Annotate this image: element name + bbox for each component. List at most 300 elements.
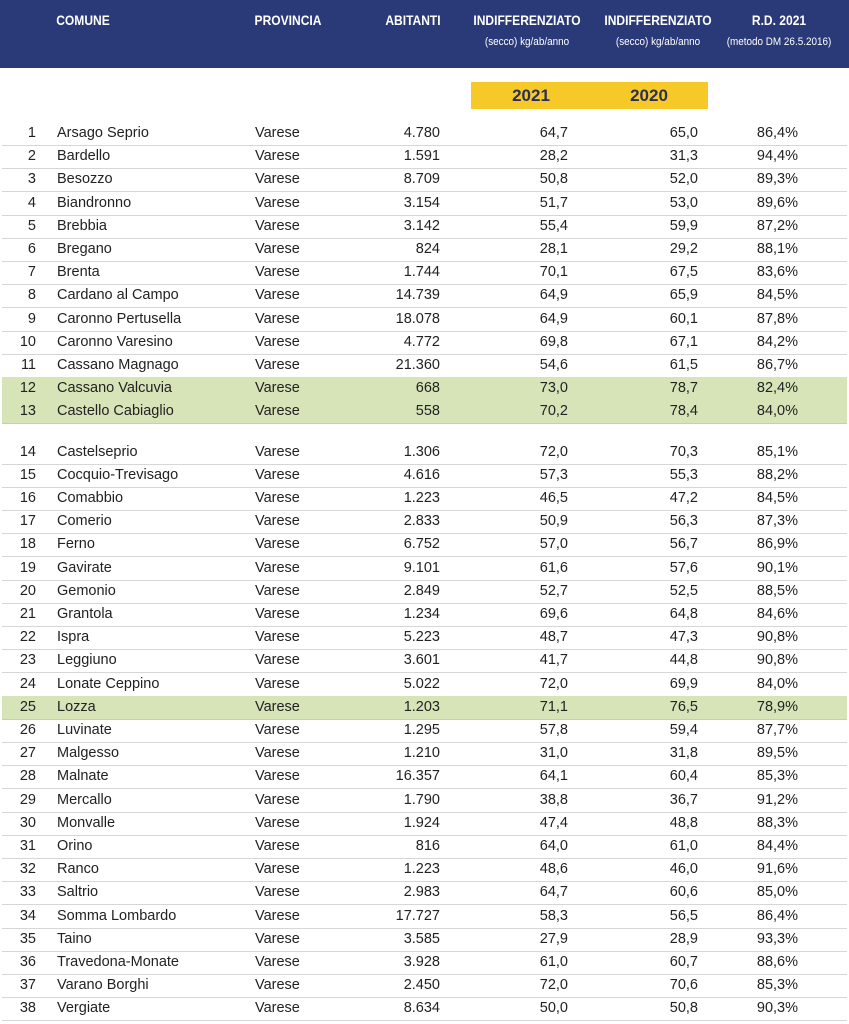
row-number: 27 bbox=[19, 745, 36, 762]
table-row bbox=[2, 673, 847, 697]
abitanti-cell: 16.357 bbox=[395, 768, 440, 785]
abitanti-cell: 6.752 bbox=[403, 536, 440, 553]
rd-2021-cell: 86,9% bbox=[756, 536, 798, 553]
row-number: 10 bbox=[19, 333, 36, 350]
provincia-cell: Varese bbox=[255, 559, 300, 576]
table-row bbox=[2, 487, 847, 511]
header-indiff-2021-unit: (secco) kg/ab/anno bbox=[484, 36, 570, 48]
rd-2021-cell: 89,5% bbox=[756, 745, 798, 762]
indiff-2021-cell: 57,8 bbox=[539, 722, 568, 738]
rd-2021-cell: 90,8% bbox=[756, 652, 798, 669]
abitanti-cell: 2.450 bbox=[403, 977, 440, 994]
row-number: 31 bbox=[19, 838, 36, 854]
indiff-2020-cell: 29,2 bbox=[669, 241, 698, 257]
rd-2021-cell: 88,6% bbox=[756, 954, 798, 970]
rd-2021-cell: 84,0% bbox=[756, 675, 798, 692]
indiff-2021-cell: 64,7 bbox=[539, 884, 568, 901]
row-number: 37 bbox=[19, 977, 36, 994]
table-row bbox=[2, 626, 847, 650]
row-number: 32 bbox=[19, 861, 36, 878]
rd-2021-cell: 90,1% bbox=[756, 559, 798, 576]
table-row bbox=[2, 168, 847, 192]
row-number: 34 bbox=[19, 907, 36, 924]
provincia-cell: Varese bbox=[255, 125, 300, 141]
header-provincia-label: PROVINCIA bbox=[254, 12, 322, 28]
table-row bbox=[2, 377, 847, 401]
abitanti-cell: 2.983 bbox=[403, 884, 440, 901]
table-row bbox=[2, 238, 847, 262]
indiff-2020-cell: 28,9 bbox=[669, 930, 698, 947]
comune-cell: Monvalle bbox=[57, 814, 116, 831]
comune-cell: Besozzo bbox=[57, 171, 113, 188]
row-number: 7 bbox=[27, 264, 36, 281]
provincia-cell: Varese bbox=[255, 722, 300, 738]
indiff-2021-cell: 69,8 bbox=[539, 333, 568, 350]
comune-cell: Orino bbox=[57, 838, 93, 854]
comune-cell: Bardello bbox=[57, 148, 111, 165]
table-row bbox=[2, 261, 847, 285]
header-rd-method: (metodo DM 26.5.2016) bbox=[726, 36, 832, 48]
abitanti-cell: 17.727 bbox=[395, 907, 440, 924]
provincia-cell: Varese bbox=[255, 768, 300, 785]
abitanti-cell: 3.601 bbox=[403, 652, 440, 669]
header-comune-label: COMUNE bbox=[56, 12, 110, 28]
comune-cell: Comerio bbox=[57, 513, 112, 530]
abitanti-cell: 3.142 bbox=[403, 217, 440, 234]
abitanti-cell: 2.833 bbox=[403, 513, 440, 530]
indiff-2021-cell: 72,0 bbox=[539, 675, 568, 692]
row-number: 25 bbox=[19, 698, 36, 715]
indiff-2021-cell: 64,9 bbox=[539, 310, 568, 327]
header-rd-label: R.D. 2021 bbox=[751, 12, 807, 28]
rd-2021-cell: 90,8% bbox=[756, 629, 798, 646]
row-number: 12 bbox=[19, 380, 36, 397]
comune-cell: Travedona-Monate bbox=[57, 954, 179, 970]
provincia-cell: Varese bbox=[255, 582, 300, 599]
rd-2021-cell: 89,6% bbox=[756, 194, 798, 211]
header-provincia bbox=[246, 12, 330, 28]
rd-2021-cell: 84,0% bbox=[756, 403, 798, 420]
table-row bbox=[2, 400, 847, 424]
row-number: 38 bbox=[19, 1000, 36, 1017]
rd-2021-cell: 84,4% bbox=[756, 838, 798, 854]
abitanti-cell: 1.223 bbox=[403, 490, 440, 506]
comune-cell: Castelseprio bbox=[57, 443, 138, 460]
provincia-cell: Varese bbox=[255, 380, 300, 397]
indiff-2021-cell: 58,3 bbox=[539, 907, 568, 924]
comune-cell: Cassano Valcuvia bbox=[57, 380, 172, 397]
row-number: 21 bbox=[19, 606, 36, 622]
indiff-2020-cell: 65,9 bbox=[669, 287, 698, 304]
indiff-2021-cell: 72,0 bbox=[539, 443, 568, 460]
abitanti-cell: 1.203 bbox=[403, 698, 440, 715]
provincia-cell: Varese bbox=[255, 629, 300, 646]
comune-cell: Arsago Seprio bbox=[57, 125, 149, 141]
abitanti-cell: 4.616 bbox=[403, 466, 440, 483]
table-row bbox=[2, 719, 847, 743]
abitanti-cell: 1.295 bbox=[403, 722, 440, 738]
provincia-cell: Varese bbox=[255, 466, 300, 483]
table-row bbox=[2, 789, 847, 813]
provincia-cell: Varese bbox=[255, 954, 300, 970]
indiff-2021-cell: 48,7 bbox=[539, 629, 568, 646]
comune-cell: Gavirate bbox=[57, 559, 112, 576]
provincia-cell: Varese bbox=[255, 977, 300, 994]
abitanti-cell: 14.739 bbox=[395, 287, 440, 304]
indiff-2020-cell: 70,3 bbox=[669, 443, 698, 460]
table-row bbox=[2, 997, 847, 1021]
year-2021-label: 2021 bbox=[512, 85, 550, 105]
indiff-2020-cell: 78,4 bbox=[669, 403, 698, 420]
abitanti-cell: 8.709 bbox=[403, 171, 440, 188]
row-number: 20 bbox=[19, 582, 36, 599]
row-number: 23 bbox=[19, 652, 36, 669]
indiff-2021-cell: 64,9 bbox=[539, 287, 568, 304]
indiff-2021-cell: 54,6 bbox=[539, 357, 568, 373]
table-row bbox=[2, 215, 847, 239]
table-header bbox=[0, 0, 849, 68]
row-number: 1 bbox=[27, 125, 36, 141]
header-abitanti bbox=[376, 12, 450, 28]
provincia-cell: Varese bbox=[255, 536, 300, 553]
indiff-2021-cell: 57,3 bbox=[539, 466, 568, 483]
row-number: 28 bbox=[19, 768, 36, 785]
indiff-2020-cell: 53,0 bbox=[669, 194, 698, 211]
table-row bbox=[2, 765, 847, 789]
provincia-cell: Varese bbox=[255, 443, 300, 460]
indiff-2021-cell: 64,1 bbox=[539, 768, 568, 785]
indiff-2020-cell: 52,5 bbox=[669, 582, 698, 599]
row-number: 14 bbox=[19, 443, 36, 460]
table-row bbox=[2, 533, 847, 557]
provincia-cell: Varese bbox=[255, 310, 300, 327]
row-number: 3 bbox=[27, 171, 36, 188]
indiff-2021-cell: 28,1 bbox=[539, 241, 568, 257]
indiff-2021-cell: 52,7 bbox=[539, 582, 568, 599]
table-row bbox=[2, 464, 847, 488]
comune-cell: Taino bbox=[57, 930, 92, 947]
comune-cell: Gemonio bbox=[57, 582, 116, 599]
rd-2021-cell: 78,9% bbox=[756, 698, 798, 715]
comune-cell: Bregano bbox=[57, 241, 112, 257]
abitanti-cell: 816 bbox=[415, 838, 440, 854]
table-row bbox=[2, 835, 847, 859]
abitanti-cell: 668 bbox=[415, 380, 440, 397]
row-number: 33 bbox=[19, 884, 36, 901]
provincia-cell: Varese bbox=[255, 838, 300, 854]
row-number: 16 bbox=[19, 490, 36, 506]
rd-2021-cell: 87,8% bbox=[756, 310, 798, 327]
abitanti-cell: 8.634 bbox=[403, 1000, 440, 1017]
provincia-cell: Varese bbox=[255, 264, 300, 281]
table-row bbox=[2, 905, 847, 929]
provincia-cell: Varese bbox=[255, 1000, 300, 1017]
indiff-2020-cell: 52,0 bbox=[669, 171, 698, 188]
indiff-2020-cell: 61,5 bbox=[669, 357, 698, 373]
row-number: 11 bbox=[20, 357, 36, 373]
rd-2021-cell: 88,5% bbox=[756, 582, 798, 599]
table-row bbox=[2, 308, 847, 332]
comune-cell: Cocquio-Trevisago bbox=[57, 466, 179, 483]
table-row bbox=[2, 354, 847, 378]
indiff-2020-cell: 70,6 bbox=[669, 977, 698, 994]
row-number: 26 bbox=[19, 722, 36, 738]
indiff-2020-cell: 47,3 bbox=[669, 629, 698, 646]
indiff-2021-cell: 31,0 bbox=[539, 745, 568, 762]
indiff-2020-cell: 65,0 bbox=[669, 125, 698, 141]
provincia-cell: Varese bbox=[255, 171, 300, 188]
provincia-cell: Varese bbox=[255, 791, 300, 808]
indiff-2021-cell: 41,7 bbox=[539, 652, 568, 669]
provincia-cell: Varese bbox=[255, 675, 300, 692]
table-row bbox=[2, 649, 847, 673]
indiff-2020-cell: 67,1 bbox=[669, 333, 698, 350]
table-row bbox=[2, 192, 847, 216]
rd-2021-cell: 90,3% bbox=[756, 1000, 798, 1017]
provincia-cell: Varese bbox=[255, 217, 300, 234]
comune-cell: Malnate bbox=[57, 768, 109, 785]
abitanti-cell: 3.585 bbox=[403, 930, 440, 947]
table-row bbox=[2, 510, 847, 534]
indiff-2020-cell: 44,8 bbox=[669, 652, 698, 669]
comune-cell: Lonate Ceppino bbox=[57, 675, 160, 692]
indiff-2020-cell: 50,8 bbox=[669, 1000, 698, 1017]
indiff-2020-cell: 69,9 bbox=[669, 675, 698, 692]
row-number: 35 bbox=[19, 930, 36, 947]
table-row bbox=[2, 696, 847, 720]
header-indiff-2020-unit: (secco) kg/ab/anno bbox=[615, 36, 701, 48]
header-indiff-2021 bbox=[464, 12, 590, 48]
abitanti-cell: 1.223 bbox=[403, 861, 440, 878]
provincia-cell: Varese bbox=[255, 357, 300, 373]
rd-2021-cell: 85,0% bbox=[756, 884, 798, 901]
indiff-2021-cell: 61,6 bbox=[539, 559, 568, 576]
indiff-2021-cell: 50,9 bbox=[539, 513, 568, 530]
comune-cell: Malgesso bbox=[57, 745, 120, 762]
indiff-2020-cell: 55,3 bbox=[669, 466, 698, 483]
comune-cell: Castello Cabiaglio bbox=[57, 403, 174, 420]
indiff-2020-cell: 60,4 bbox=[669, 768, 698, 785]
row-number: 17 bbox=[19, 513, 36, 530]
comune-cell: Mercallo bbox=[57, 791, 112, 808]
abitanti-cell: 3.154 bbox=[403, 194, 440, 211]
indiff-2020-cell: 78,7 bbox=[669, 380, 698, 397]
indiff-2021-cell: 47,4 bbox=[539, 814, 568, 831]
indiff-2020-cell: 36,7 bbox=[669, 791, 698, 808]
indiff-2020-cell: 59,4 bbox=[669, 722, 698, 738]
abitanti-cell: 1.306 bbox=[403, 443, 440, 460]
header-rd bbox=[717, 12, 841, 48]
rd-2021-cell: 86,4% bbox=[756, 907, 798, 924]
provincia-cell: Varese bbox=[255, 513, 300, 530]
table-row bbox=[2, 928, 847, 952]
abitanti-cell: 558 bbox=[415, 403, 440, 420]
abitanti-cell: 4.772 bbox=[403, 333, 440, 350]
indiff-2020-cell: 56,3 bbox=[669, 513, 698, 530]
row-number: 24 bbox=[19, 675, 36, 692]
abitanti-cell: 1.234 bbox=[403, 606, 440, 622]
indiff-2021-cell: 72,0 bbox=[539, 977, 568, 994]
provincia-cell: Varese bbox=[255, 698, 300, 715]
header-comune bbox=[48, 12, 118, 28]
header-abitanti-label: ABITANTI bbox=[385, 12, 441, 28]
comune-cell: Ispra bbox=[57, 629, 90, 646]
rd-2021-cell: 84,5% bbox=[756, 490, 798, 506]
comune-cell: Caronno Pertusella bbox=[57, 310, 182, 327]
table-row bbox=[2, 858, 847, 882]
provincia-cell: Varese bbox=[255, 148, 300, 165]
indiff-2021-cell: 57,0 bbox=[539, 536, 568, 553]
comune-cell: Cassano Magnago bbox=[57, 357, 179, 373]
comune-cell: Ranco bbox=[57, 861, 99, 878]
table-row bbox=[2, 284, 847, 308]
abitanti-cell: 1.790 bbox=[403, 791, 440, 808]
indiff-2020-cell: 31,8 bbox=[669, 745, 698, 762]
indiff-2020-cell: 60,6 bbox=[669, 884, 698, 901]
row-number: 2 bbox=[27, 148, 36, 165]
rd-2021-cell: 86,7% bbox=[756, 357, 798, 373]
row-number: 30 bbox=[19, 814, 36, 831]
provincia-cell: Varese bbox=[255, 241, 300, 257]
abitanti-cell: 21.360 bbox=[395, 357, 440, 373]
indiff-2021-cell: 55,4 bbox=[539, 217, 568, 234]
table-row bbox=[2, 557, 847, 581]
comune-cell: Luvinate bbox=[57, 722, 112, 738]
rd-2021-cell: 91,2% bbox=[756, 791, 798, 808]
table-row bbox=[2, 122, 847, 146]
rd-2021-cell: 93,3% bbox=[756, 930, 798, 947]
rd-2021-cell: 94,4% bbox=[756, 148, 798, 165]
provincia-cell: Varese bbox=[255, 333, 300, 350]
rd-2021-cell: 91,6% bbox=[756, 861, 798, 878]
provincia-cell: Varese bbox=[255, 907, 300, 924]
row-number: 36 bbox=[19, 954, 36, 970]
row-number: 15 bbox=[19, 466, 36, 483]
comune-cell: Cardano al Campo bbox=[57, 287, 179, 304]
header-indiff-2020 bbox=[595, 12, 721, 48]
table-row bbox=[2, 441, 847, 465]
table-row bbox=[2, 603, 847, 627]
comune-cell: Comabbio bbox=[57, 490, 124, 506]
indiff-2020-cell: 60,1 bbox=[669, 310, 698, 327]
row-number: 9 bbox=[27, 310, 36, 327]
provincia-cell: Varese bbox=[255, 652, 300, 669]
table-row bbox=[2, 331, 847, 355]
abitanti-cell: 1.744 bbox=[403, 264, 440, 281]
rd-2021-cell: 86,4% bbox=[756, 125, 798, 141]
comune-cell: Lozza bbox=[57, 698, 96, 715]
provincia-cell: Varese bbox=[255, 287, 300, 304]
indiff-2020-cell: 46,0 bbox=[669, 861, 698, 878]
abitanti-cell: 1.924 bbox=[403, 814, 440, 831]
provincia-cell: Varese bbox=[255, 194, 300, 211]
indiff-2021-cell: 70,2 bbox=[539, 403, 568, 420]
comune-cell: Leggiuno bbox=[57, 652, 117, 669]
table-row bbox=[2, 580, 847, 604]
comune-cell: Ferno bbox=[57, 536, 95, 553]
header-indiff-2020-label: INDIFFERENZIATO bbox=[604, 12, 712, 28]
abitanti-cell: 5.223 bbox=[403, 629, 440, 646]
indiff-2021-cell: 28,2 bbox=[539, 148, 568, 165]
year-badge-bar bbox=[471, 82, 708, 109]
comune-cell: Saltrio bbox=[57, 884, 99, 901]
comune-cell: Vergiate bbox=[57, 1000, 111, 1017]
provincia-cell: Varese bbox=[255, 861, 300, 878]
indiff-2021-cell: 50,8 bbox=[539, 171, 568, 188]
comune-cell: Caronno Varesino bbox=[57, 333, 173, 350]
indiff-2021-cell: 69,6 bbox=[539, 606, 568, 622]
rd-2021-cell: 87,7% bbox=[756, 722, 798, 738]
comune-cell: Grantola bbox=[57, 606, 113, 622]
rd-2021-cell: 87,2% bbox=[756, 217, 798, 234]
rd-2021-cell: 85,3% bbox=[756, 977, 798, 994]
indiff-2020-cell: 57,6 bbox=[669, 559, 698, 576]
indiff-2021-cell: 64,7 bbox=[539, 125, 568, 141]
rd-2021-cell: 87,3% bbox=[756, 513, 798, 530]
provincia-cell: Varese bbox=[255, 814, 300, 831]
rd-2021-cell: 88,3% bbox=[756, 814, 798, 831]
indiff-2021-cell: 61,0 bbox=[539, 954, 568, 970]
comune-cell: Biandronno bbox=[57, 194, 132, 211]
abitanti-cell: 18.078 bbox=[395, 310, 440, 327]
rd-2021-cell: 85,1% bbox=[756, 443, 798, 460]
indiff-2021-cell: 71,1 bbox=[539, 698, 568, 715]
table-row bbox=[2, 812, 847, 836]
rd-2021-cell: 82,4% bbox=[756, 380, 798, 397]
abitanti-cell: 2.849 bbox=[403, 582, 440, 599]
rd-2021-cell: 83,6% bbox=[756, 264, 798, 281]
table-row bbox=[2, 145, 847, 169]
rd-2021-cell: 84,6% bbox=[756, 606, 798, 622]
rd-2021-cell: 88,1% bbox=[756, 241, 798, 257]
row-number: 29 bbox=[19, 791, 36, 808]
provincia-cell: Varese bbox=[255, 606, 300, 622]
row-number: 13 bbox=[19, 403, 36, 420]
provincia-cell: Varese bbox=[255, 930, 300, 947]
comune-cell: Brenta bbox=[57, 264, 100, 281]
row-number: 5 bbox=[27, 217, 36, 234]
comune-cell: Varano Borghi bbox=[57, 977, 149, 994]
abitanti-cell: 1.210 bbox=[403, 745, 440, 762]
indiff-2020-cell: 47,2 bbox=[669, 490, 698, 506]
rd-2021-cell: 89,3% bbox=[756, 171, 798, 188]
indiff-2020-cell: 67,5 bbox=[669, 264, 698, 281]
indiff-2021-cell: 51,7 bbox=[539, 194, 568, 211]
year-2020-label: 2020 bbox=[630, 85, 668, 105]
abitanti-cell: 4.780 bbox=[403, 125, 440, 141]
abitanti-cell: 824 bbox=[415, 241, 440, 257]
indiff-2021-cell: 38,8 bbox=[539, 791, 568, 808]
indiff-2021-cell: 50,0 bbox=[539, 1000, 568, 1017]
abitanti-cell: 3.928 bbox=[403, 954, 440, 970]
table-row bbox=[2, 974, 847, 998]
table-row bbox=[2, 742, 847, 766]
rd-2021-cell: 85,3% bbox=[756, 768, 798, 785]
row-number: 4 bbox=[27, 194, 36, 211]
rd-2021-cell: 88,2% bbox=[756, 466, 798, 483]
provincia-cell: Varese bbox=[255, 884, 300, 901]
provincia-cell: Varese bbox=[255, 745, 300, 762]
indiff-2020-cell: 56,5 bbox=[669, 907, 698, 924]
table-row bbox=[2, 881, 847, 905]
indiff-2021-cell: 73,0 bbox=[539, 380, 568, 397]
row-number: 19 bbox=[19, 559, 36, 576]
indiff-2020-cell: 56,7 bbox=[669, 536, 698, 553]
indiff-2020-cell: 60,7 bbox=[669, 954, 698, 970]
header-indiff-2021-label: INDIFFERENZIATO bbox=[473, 12, 581, 28]
indiff-2021-cell: 46,5 bbox=[539, 490, 568, 506]
provincia-cell: Varese bbox=[255, 403, 300, 420]
